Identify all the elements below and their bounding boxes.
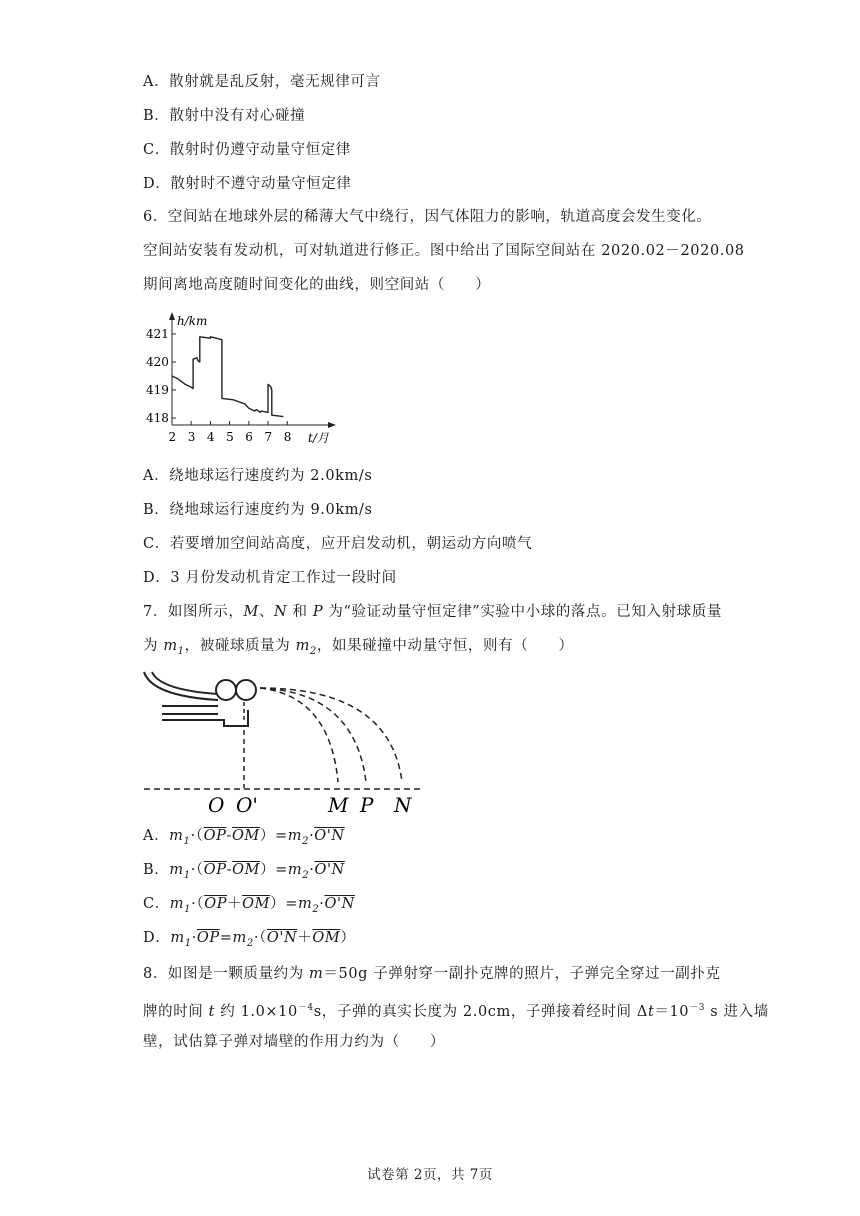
q6-option-b: B．绕地球运行速度约为 9.0km/s — [143, 502, 373, 518]
y-tick-label: 419 — [146, 383, 169, 397]
q8-stem-line3: 壁，试估算子弹对墙壁的作用力约为（ ） — [143, 1034, 445, 1050]
x-tick-label: 3 — [187, 430, 196, 444]
x-tick-label: 2 — [168, 430, 177, 444]
q7-option-c: C．$m_1\cdot(\overline{OP}+\overline{OM})=m_2\cdot O'N$ — [143, 896, 355, 915]
x-tick-label: 5 — [226, 430, 234, 444]
q7-option-d: D．$m_1\cdot\overline{OP}=m_2\cdot(O'N+\overline{OM})$ — [143, 930, 356, 949]
altitude-chart — [140, 308, 350, 448]
label-o-prime: O' — [236, 793, 258, 816]
trajectory-p — [260, 688, 366, 782]
label-m: M — [328, 793, 349, 816]
x-tick-label: 8 — [283, 430, 292, 444]
trajectory-m — [260, 688, 338, 782]
label-n: N — [394, 793, 412, 816]
q5-option-a: A．散射就是乱反射，毫无规律可言 — [143, 74, 381, 90]
q5-option-c: C．散射时仍遵守动量守恒定律 — [143, 142, 351, 158]
y-axis-label: h/km — [177, 314, 208, 328]
label-o: O — [208, 793, 225, 816]
q6-option-d: D．3 月份发动机肯定工作过一段时间 — [143, 570, 397, 586]
label-p: P — [360, 793, 374, 816]
q6-option-a: A．绕地球运行速度约为 2.0km/s — [143, 468, 373, 484]
q8-stem-line1: 8．如图是一颗质量约为 m＝50g 子弹射穿一副扑克牌的照片，子弹完全穿过一副扑克 — [143, 966, 721, 982]
x-tick-label: 4 — [206, 430, 215, 444]
q5-option-b: B．散射中没有对心碰撞 — [143, 108, 306, 124]
ramp-curve-inner — [152, 672, 218, 694]
x-axis-arrow — [328, 422, 336, 428]
collision-apparatus-figure — [140, 668, 430, 816]
q6-stem-line1: 6．空间站在地球外层的稀薄大气中绕行，因气体阻力的影响，轨道高度会发生变化。 — [143, 209, 712, 225]
y-tick-label: 418 — [146, 411, 169, 425]
q7-stem-line1: 7．如图所示，M、N 和 P 为“验证动量守恒定律”实验中小球的落点。已知入射球质量 — [143, 604, 722, 620]
altitude-curve — [172, 337, 283, 417]
x-tick-label: 6 — [245, 430, 253, 444]
x-tick-label: 7 — [264, 430, 273, 444]
trajectory-n — [260, 688, 402, 782]
q8-stem-line2: 牌的时间 t 约 $1.0\times 10^{-4}s$，子弹的真实长度为 2.0cm，子弹接着经时间 $\Delta t=10^{-3}$ s 进入墙 — [143, 1003, 769, 1020]
q5-option-d: D．散射时不遵守动量守恒定律 — [143, 176, 352, 192]
q7-option-a: A．$m_1\cdot(\overline{OP}-\overline{OM})=m_2\cdot O'N$ — [143, 828, 345, 847]
incident-ball — [216, 680, 236, 700]
x-axis-label: t/月 — [308, 431, 329, 445]
target-ball — [236, 680, 256, 700]
q6-stem-line3: 期间离地高度随时间变化的曲线，则空间站（ ） — [143, 277, 491, 293]
q7-stem-line2: 为 $m_1$，被碰球质量为 $m_2$，如果碰撞中动量守恒，则有（ ） — [143, 638, 574, 657]
y-axis-arrow — [169, 312, 175, 320]
q7-option-b: B．$m_1\cdot(\overline{OP}-\overline{OM})=m_2\cdot O'N$ — [143, 862, 345, 881]
q6-option-c: C．若要增加空间站高度，应开启发动机，朝运动方向喷气 — [143, 536, 533, 552]
page-footer: 试卷第 2页，共 7页 — [367, 1167, 493, 1183]
y-tick-label: 421 — [146, 327, 169, 341]
table-edge — [162, 710, 248, 726]
q6-stem-line2: 空间站安装有发动机，可对轨道进行修正。图中给出了国际空间站在 2020.02－2020.08 — [143, 243, 745, 259]
y-tick-label: 420 — [146, 355, 169, 369]
